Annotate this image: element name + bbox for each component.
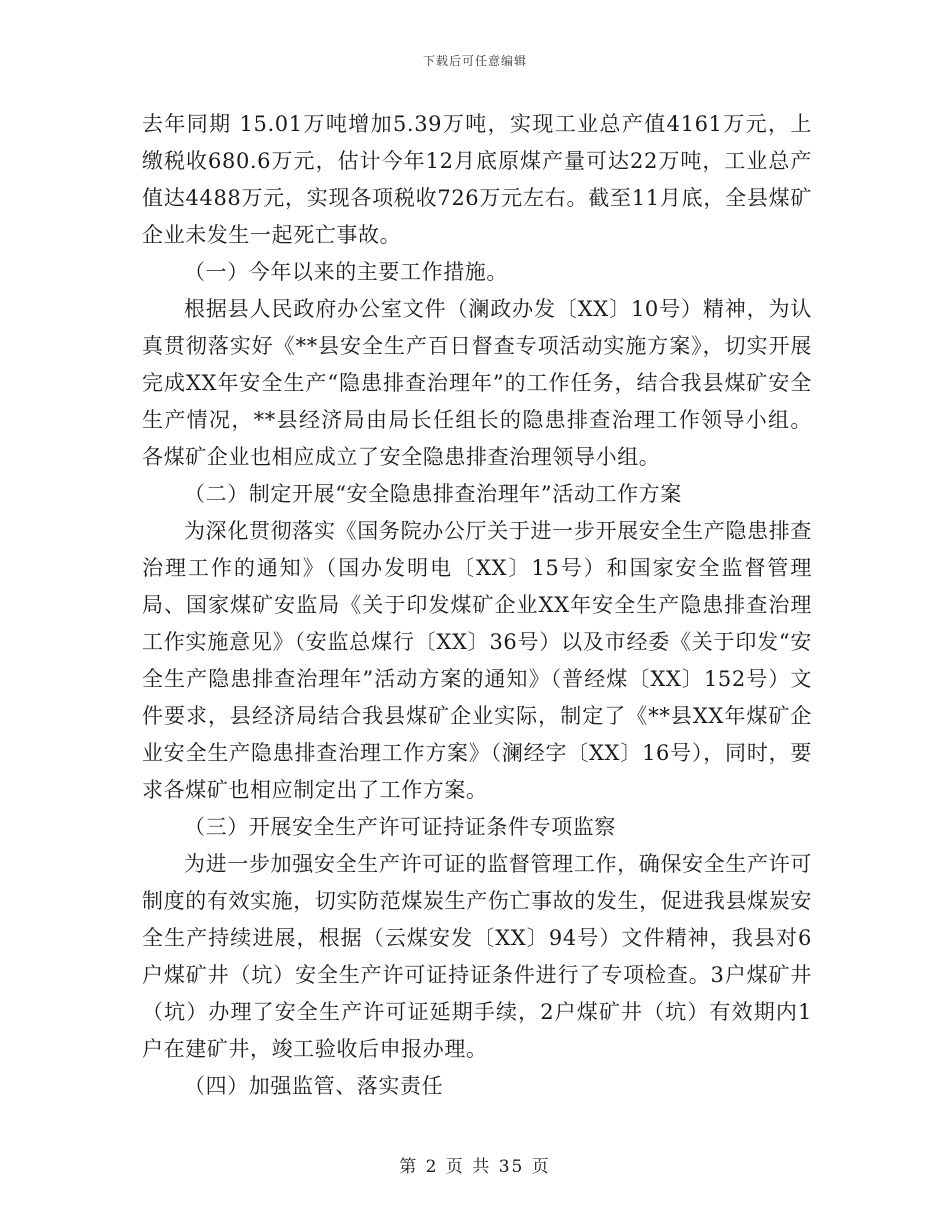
paragraph-3: 为深化贯彻落实《国务院办公厅关于进一步开展安全生产隐患排查治理工作的通知》（国办发明电〔XX〕15号）和国家安全监督管理局、国家煤矿安监局《关于印发煤矿企业XX年安全生产隐患排查治理工作实施意见》（安监总煤行〔XX〕36号）以及市经委《关于印发“安全生产隐患排查治理年”活动方案的通知》（普经煤〔XX〕152号）文件要求，县经济局结合我县煤矿企业实际，制定了《**县XX年煤矿企业安全生产隐患排查治理工作方案》（澜经字〔XX〕16号），同时，要求各煤矿也相应制定出了工作方案。 xyxy=(142,519,812,802)
section-heading-2: （二）制定开展“安全隐患排查治理年”活动工作方案 xyxy=(184,482,682,506)
paragraph-4: 为进一步加强安全生产许可证的监督管理工作，确保安全生产许可制度的有效实施，切实防范煤炭生产伤亡事故的发生，促进我县煤炭安全生产持续进展，根据（云煤安发〔XX〕94号）文件精神，我县对6户煤矿井（坑）安全生产许可证持证条件进行了专项检查。3户煤矿井（坑）办理了安全生产许可证延期手续，2户煤矿井（坑）有效期内1户在建矿井，竣工验收后申报办理。 xyxy=(142,852,812,1061)
page-number: 第 2 页 共 35 页 xyxy=(399,1157,551,1177)
paragraph-1: 去年同期 15.01万吨增加5.39万吨，实现工业总产值4161万元，上缴税收680.6万元，估计今年12月底原煤产量可达22万吨，工业总产值达4488万元，实现各项税收726万元左右。截至11月底，全县煤矿企业未发生一起死亡事故。 xyxy=(142,112,812,247)
page-header: 下载后可任意编辑 xyxy=(422,54,527,68)
document-body xyxy=(142,106,812,1105)
paragraph-2: 根据县人民政府办公室文件（澜政办发〔XX〕10号）精神，为认真贯彻落实好《**县安全生产百日督查专项活动实施方案》，切实开展完成XX年安全生产“隐患排查治理年”的工作任务，结合我县煤矿安全生产情况，**县经济局由局长任组长的隐患排查治理工作领导小组。各煤矿企业也相应成立了安全隐患排查治理领导小组。 xyxy=(142,297,812,469)
section-heading-4: （四）加强监管、落实责任 xyxy=(184,1074,444,1098)
section-heading-1: （一）今年以来的主要工作措施。 xyxy=(184,260,508,284)
section-heading-3: （三）开展安全生产许可证持证条件专项监察 xyxy=(184,815,616,839)
